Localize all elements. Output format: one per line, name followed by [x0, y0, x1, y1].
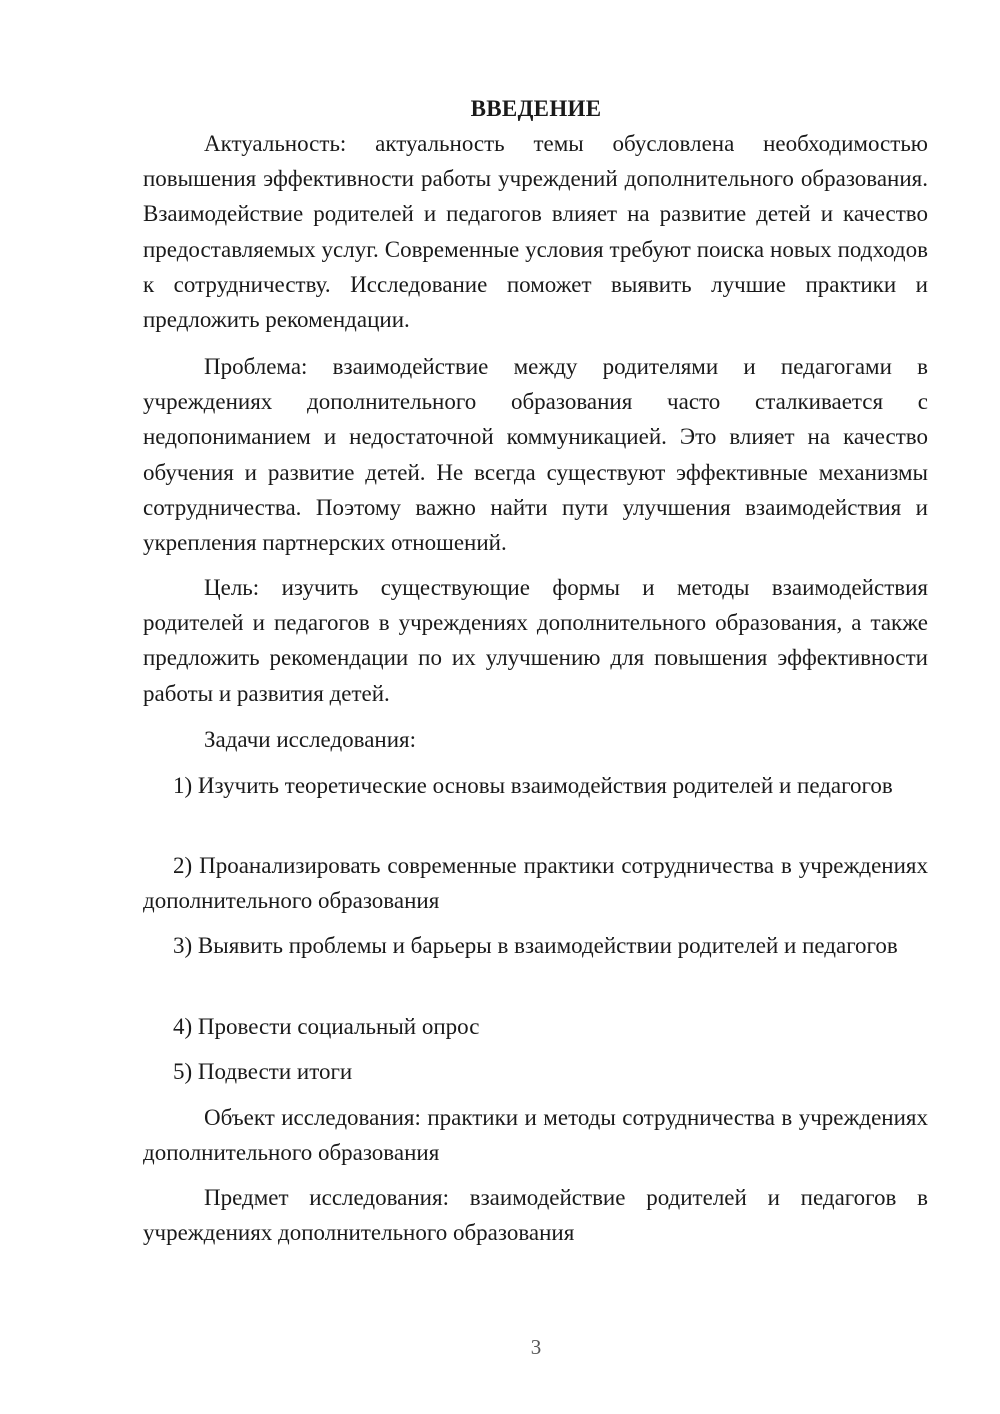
subject-paragraph: Предмет исследования: взаимодействие родителей и педагогов в учреждениях дополнительного образования [143, 1185, 928, 1246]
page-title: ВВЕДЕНИЕ [470, 96, 602, 121]
page-number: 3 [530, 1335, 542, 1359]
problem-paragraph: Проблема: взаимодействие между родителями и педагогами в учреждениях дополнительного образования часто сталкивается с недопониманием и недостаточной коммуникацией. Это влияет на качество обучения и развитие детей. Не всегда существуют эффективные механизмы сотрудничества. Поэтому важно найти пути улучшения взаимодействия и укрепления партнерских отношений. [143, 354, 928, 556]
object-paragraph: Объект исследования: практики и методы сотрудничества в учреждениях дополнительного образования [143, 1105, 928, 1166]
task-item-1: 1) Изучить теоретические основы взаимодействия родителей и педагогов [173, 773, 893, 798]
relevance-paragraph: Актуальность: актуальность темы обусловлена необходимостью повышения эффективности работы учреждений дополнительного образования. Взаимодействие родителей и педагогов влияет на развитие детей и качество предоставляемых услуг. Современные условия требуют поиска новых подходов к сотрудничеству. Исследование поможет выявить лучшие практики и предложить рекомендации. [143, 131, 928, 333]
tasks-title: Задачи исследования: [204, 727, 417, 752]
task-item-5: 5) Подвести итоги [173, 1059, 353, 1084]
task-item-2: 2) Проанализировать современные практики сотрудничества в учреждениях дополнительного образования [143, 853, 928, 914]
task-item-3: 3) Выявить проблемы и барьеры в взаимодействии родителей и педагогов [173, 933, 898, 958]
goal-paragraph: Цель: изучить существующие формы и методы взаимодействия родителей и педагогов в учреждениях дополнительного образования, а также предложить рекомендации по их улучшению для повышения эффективности работы и развития детей. [143, 575, 928, 706]
task-item-4: 4) Провести социальный опрос [173, 1014, 480, 1039]
